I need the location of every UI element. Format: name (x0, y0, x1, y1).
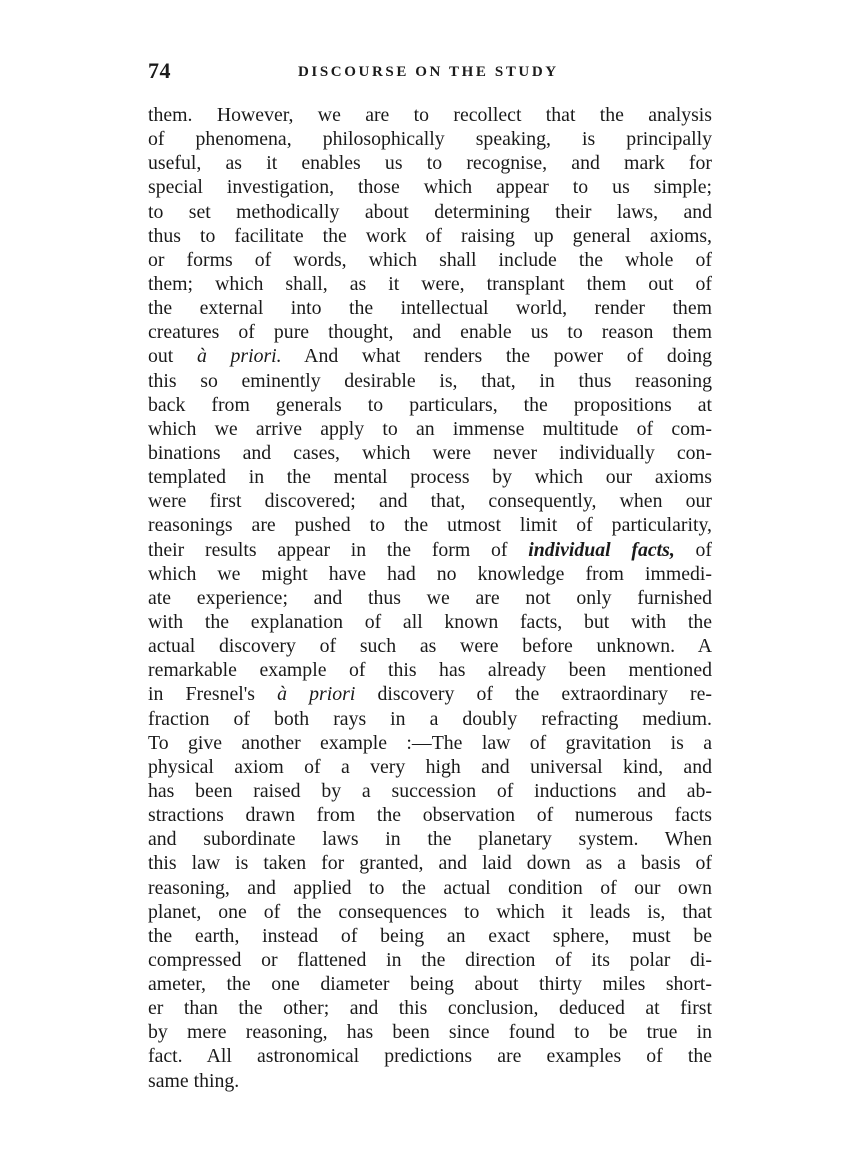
text-line (148, 296, 712, 320)
line-text: and subordinate laws in the planetary system. When (148, 828, 712, 851)
text-line (148, 586, 712, 610)
line-text: back from generals to particulars, the propositions at (148, 393, 712, 416)
line-text: the external into the intellectual world, render them (148, 297, 712, 320)
line-text: thus to facilitate the work of raising up general axioms, (148, 224, 712, 247)
line-text: reasoning, and applied to the actual condition of our own (148, 876, 712, 899)
body-text (148, 103, 712, 1093)
text-line (148, 151, 712, 175)
text-line (148, 634, 712, 658)
text-line (148, 441, 712, 465)
text-line (148, 876, 712, 900)
running-title: DISCOURSE ON THE STUDY (298, 64, 559, 80)
line-text: To give another example :—The law of gravitation is a (148, 731, 712, 754)
line-text: compressed or flattened in the direction of its polar di- (148, 948, 712, 971)
line-text: which we might have had no knowledge from immedi- (148, 562, 712, 585)
text-line (148, 393, 712, 417)
text-line (148, 538, 712, 562)
text-line (148, 731, 712, 755)
line-text: same thing. (148, 1069, 240, 1092)
line-text: of (674, 538, 713, 561)
line-text: physical axiom of a very high and universal kind, and (148, 755, 712, 778)
line-text: to set methodically about determining their laws, and (148, 200, 712, 223)
line-text: them. However, we are to recollect that the analysis (148, 104, 712, 126)
text-line (148, 562, 712, 586)
text-line (148, 1020, 712, 1044)
line-text: or forms of words, which shall include the whole of (148, 248, 712, 271)
line-text: binations and cases, which were never individually con- (148, 441, 712, 464)
text-line (148, 658, 712, 682)
line-text: the earth, instead of being an exact sphere, must be (148, 924, 712, 947)
line-text: planet, one of the consequences to which it leads is, that (148, 900, 712, 923)
text-line (148, 827, 712, 851)
line-text: discovery of the extraordinary re- (355, 683, 712, 706)
line-text: reasonings are pushed to the utmost limit of particularity, (148, 514, 712, 537)
line-text: out (148, 345, 197, 368)
line-text: remarkable example of this has already been mentioned (148, 659, 712, 682)
emphasis-text: à priori (277, 683, 356, 706)
text-line (148, 779, 712, 803)
line-text: templated in the mental process by which our axioms (148, 466, 712, 489)
line-text: by mere reasoning, has been since found to be true in (148, 1021, 712, 1044)
text-line (148, 272, 712, 296)
line-text: stractions drawn from the observation of numerous facts (148, 804, 712, 827)
text-line (148, 972, 712, 996)
text-line (148, 610, 712, 634)
text-line (148, 513, 712, 537)
text-line (148, 175, 712, 199)
text-line (148, 682, 712, 706)
text-line (148, 707, 712, 731)
text-line (148, 103, 712, 127)
text-line (148, 924, 712, 948)
text-line (148, 755, 712, 779)
text-line (148, 996, 712, 1020)
line-text: has been raised by a succession of inductions and ab- (148, 779, 712, 802)
text-line (148, 948, 712, 972)
page-number: 74 (148, 58, 171, 83)
line-text: And what renders the power of doing (281, 345, 712, 368)
line-text: them; which shall, as it were, transplant them out of (148, 272, 712, 295)
line-text: of phenomena, philosophically speaking, is principally (148, 128, 712, 151)
line-text: fact. All astronomical predictions are examples of the (148, 1045, 712, 1068)
line-text: special investigation, those which appear to us simple; (148, 176, 712, 199)
line-text: which we arrive apply to an immense multitude of com- (148, 417, 712, 440)
line-text: this so eminently desirable is, that, in thus reasoning (148, 369, 712, 392)
line-text: ate experience; and thus we are not only furnished (148, 586, 712, 609)
text-line (148, 851, 712, 875)
text-line (148, 320, 712, 344)
line-text: creatures of pure thought, and enable us to reason them (148, 321, 712, 344)
line-text: useful, as it enables us to recognise, and mark for (148, 152, 712, 175)
text-line (148, 248, 712, 272)
text-line (148, 127, 712, 151)
text-line (148, 465, 712, 489)
text-line (148, 803, 712, 827)
line-text: this law is taken for granted, and laid down as a basis of (148, 852, 712, 875)
text-line (148, 489, 712, 513)
line-text: actual discovery of such as were before unknown. A (148, 635, 712, 658)
line-text: ameter, the one diameter being about thirty miles short- (148, 973, 712, 996)
emphasis-text: individual facts, (528, 538, 675, 561)
line-text: er than the other; and this conclusion, deduced at first (148, 997, 712, 1020)
text-line (148, 1044, 712, 1068)
text-line (148, 417, 712, 441)
line-text: with the explanation of all known facts, but with the (148, 610, 712, 633)
text-line (148, 200, 712, 224)
line-text: their results appear in the form of (148, 538, 529, 561)
text-line (148, 900, 712, 924)
emphasis-text: à priori. (196, 345, 282, 368)
running-head (148, 58, 710, 88)
line-text: in Fresnel's (148, 683, 278, 706)
text-line (148, 344, 712, 368)
text-line (148, 369, 712, 393)
line-text: fraction of both rays in a doubly refracting medium. (148, 707, 712, 730)
text-line (148, 224, 712, 248)
line-text: were first discovered; and that, consequently, when our (148, 490, 712, 513)
text-line (148, 1069, 712, 1093)
